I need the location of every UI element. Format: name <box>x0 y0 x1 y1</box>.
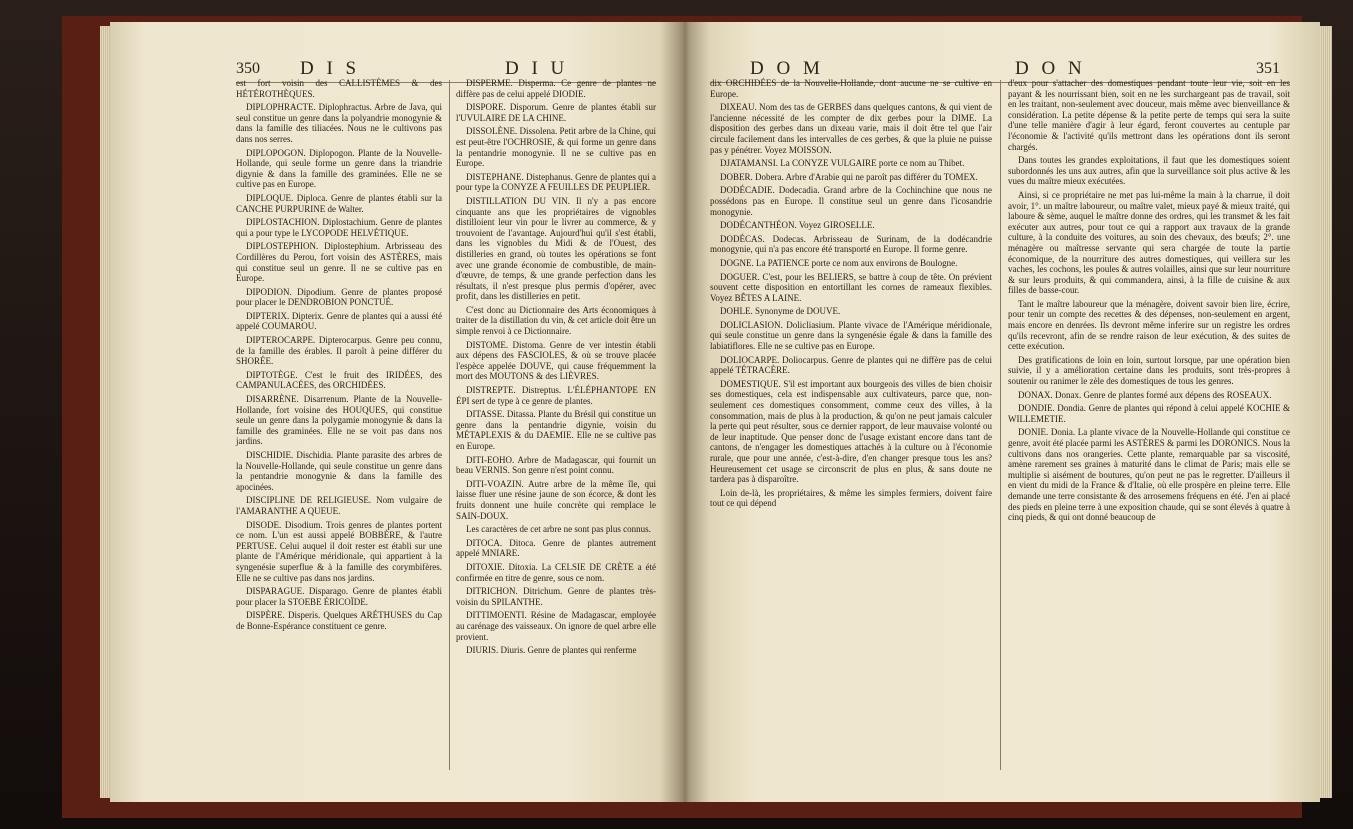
entry: DITASSE. Ditassa. Plante du Brésil qui constitue un genre dans la pentandrie digynie, voisin du MÉTAPLEXIS & du DAEMIE. Elle ne se cultive pas en Europe. <box>456 409 656 451</box>
entry: DIPLOSTACHION. Diplostachium. Genre de plantes qui a pour type le LYCOPODE HELVÉTIQUE. <box>236 217 442 238</box>
entry: DITRICHON. Ditrichum. Genre de plantes très-voisin du SPILANTHE. <box>456 586 656 607</box>
entry: DIURIS. Diuris. Genre de plantes qui renferme <box>466 645 637 656</box>
right-running-head-a: D O M <box>750 58 824 79</box>
entry: DISPORE. Disporum. Genre de plantes établi sur l'UVULAIRE DE LA CHINE. <box>456 102 656 123</box>
entry: DISPARAGUE. Disparago. Genre de plantes établi pour placer la STOEBE ÉRICOÏDE. <box>236 586 442 607</box>
book-gutter <box>660 22 710 802</box>
open-book <box>110 22 1335 810</box>
entry: DISTILLATION DU VIN. Il n'y a pas encore cinquante ans que les propriétaires de vignobles distilloient leur vin pour le livrer au commerce, & y trouvoient de l'avantage. Aujourd'hui qu'il s'est établi, dans les vignobles du Midi & de l'Ouest, des distilleries en grand, où toutes les opérations se font avec une grande économie de combustible, de main-d'œuvre, de temps, & une grande perfection dans les résultats, il n'est presque plus permis d'opérer, avec profit, dans les distilleries en petit. <box>456 195 656 302</box>
left-page-number: 350 <box>236 60 260 77</box>
entry: DISTREPTE. Distreptus. L'ÉLÉPHANTOPE EN ÉPI sert de type à ce genre de plantes. <box>456 385 656 406</box>
entry: Dans toutes les grandes exploitations, il faut que les domestiques soient subordonnés les uns aux autres, afin que la surveillance soit plus active & les vues du maître mieux exécutées. <box>1008 155 1290 187</box>
left-column-1 <box>236 78 442 635</box>
entry: est fort voisin des CALLISTÈMES & des HÉTÉROTHÈQUES. <box>236 78 442 99</box>
entry: DISTOME. Distoma. Genre de ver intestin établi aux dépens des FASCIOLES, & où se trouve placée l'espèce appelée DOUVE, qui cause fréquemment la mort des MOUTONS & des LIÈVRES. <box>456 339 656 382</box>
entry: DODÉCANTHÉON. Voyez GIROSELLE. <box>720 220 875 231</box>
left-column-2 <box>456 78 656 659</box>
entry: DIPLOPHRACTE. Diplophractus. Arbre de Java, qui seul constitue un genre dans la polyandrie monogynie & dans la famille des tiliacées. Nous ne le cultivons pas dans nos serres. <box>236 102 442 144</box>
right-page <box>680 22 1320 802</box>
entry: DODÉCAS. Dodecas. Arbrisseau de Surinam, de la dodécandrie monogynie, qui n'a pas encore été transporté en Europe. Il forme genre. <box>710 233 992 255</box>
entry: d'eux pour s'attacher des domestiques pendant toute leur vie, soit en les payant & les nourrissant bien, soit en ne les surchargeant pas de travail, soit en les traitant, non-seulement avec douceur, mais même avec bienveillance & considération. La petite dépense & la petite perte de temps qui sera la suite d'une telle manière d'agir à leur égard, feront couvertes au centuple par l'économie & l'activité qu'ils mettront dans les opérations dont ils seront chargés. <box>1008 78 1290 152</box>
entry: DISCIPLINE DE RELIGIEUSE. Nom vulgaire de l'AMARANTHE A QUEUE. <box>236 495 442 516</box>
entry: DITI-EOHO. Arbre de Madagascar, qui fournit un beau VERNIS. Son genre n'est point connu. <box>456 454 656 476</box>
entry: DISARRÈNE. Disarrenum. Plante de la Nouvelle-Hollande, fort voisine des HOUQUES, qui constitue seule un genre dans la polygamie monogynie & dans la famille des graminées. Elle ne se voit pas dans nos jardins. <box>236 394 442 447</box>
left-page <box>110 22 680 802</box>
right-running-head-b: D O N <box>1015 58 1086 79</box>
entry: DONAX. Donax. Genre de plantes formé aux dépens des ROSEAUX. <box>1018 389 1272 400</box>
entry: DOBER. Dobera. Arbre d'Arabie qui ne paroît pas différer du TOMEX. <box>720 171 978 182</box>
entry: DOGUER. C'est, pour les BELIERS, se battre à coup de tête. On prévient souvent cette disposition en entortillant les cornes de rameaux flexibles. Voyez BÊTES A LAINE. <box>710 271 992 303</box>
entry: DJATAMANSI. La CONYZE VULGAIRE porte ce nom au Thibet. <box>720 158 965 169</box>
entry: dix ORCHIDÉES de la Nouvelle-Hollande, dont aucune ne se cultive en Europe. <box>710 78 992 99</box>
left-column-rule <box>449 80 450 770</box>
entry: DIPTEROCARPE. Dipterocarpus. Genre peu connu, de la famille des érables. Il paroît à peine différer du SHORÉE. <box>236 335 442 367</box>
right-column-2 <box>1008 78 1290 526</box>
entry: Des gratifications de loin en loin, surtout lorsque, par une opération bien suivie, il y a amélioration certaine dans les produits, sont très-propres à soutenir ou ranimer le zèle des domestiques de tous les genres. <box>1008 354 1290 387</box>
entry: DITI-VOAZIN. Autre arbre de la même île, qui laisse fluer une résine jaune de son écorce, & dont les fruits donnent une huile concrète qui remplace le SAIN-DOUX. <box>456 478 656 521</box>
entry: DOGNE. La PATIENCE porte ce nom aux environs de Boulogne. <box>720 257 958 268</box>
entry: Les caractères de cet arbre ne sont pas plus connus. <box>466 524 651 535</box>
entry: DONDIE. Dondia. Genre de plantes qui répond à celui appelé KOCHIE & WILLEMETIE. <box>1008 403 1290 424</box>
entry: C'est donc au Dictionnaire des Arts économiques à traiter de la distillation du vin, & cet article doit être un simple renvoi à ce Dictionnaire. <box>456 304 656 337</box>
right-page-number: 351 <box>1256 60 1280 77</box>
entry: DISSOLÈNE. Dissolena. Petit arbre de la Chine, qui est peut-être l'OCHROSIE, & qui forme un genre dans la pentandrie monogynie. Il ne se cultive pas en Europe. <box>456 126 656 169</box>
entry: Tant le maître laboureur que la ménagère, doivent savoir bien lire, écrire, pour tenir un compte des recettes & des dépenses, non-seulement en argent, mais encore en denrées. Ils devront même inferire sur un registre les ordres qu'ils recevront, afin de se rendre raison de leur exécution, & des suites de cette exécution. <box>1008 298 1290 352</box>
entry: Loin de-là, les propriétaires, & même les simples fermiers, doivent faire tout ce qui dépend <box>710 487 992 509</box>
entry: DITOCA. Ditoca. Genre de plantes autrement appelé MNIARE. <box>456 537 656 559</box>
entry: DIPLOPOGON. Diplopogon. Plante de la Nouvelle-Hollande, qui seule forme un genre dans la triandrie digynie & dans la famille des graminées. Elle ne se cultive pas en Europe. <box>236 147 442 190</box>
entry: DODÉCADIE. Dodecadia. Grand arbre de la Cochinchine que nous ne possédons pas en Europe. Il constitue seul un genre dans l'icosandrie monogynie. <box>710 185 992 217</box>
left-running-head-a: D I S <box>300 58 361 79</box>
left-running-head-b: D I U <box>505 58 569 79</box>
entry: DIXEAU. Nom des tas de GERBES dans quelques cantons, & qui vient de l'ancienne nécessité de les compter de dix gerbes pour la DIME. La disposition des gerbes dans un dixeau varie, mais il doit être tel que l'air circule facilement dans les intervalles de ces gerbes, & que la pluie ne puisse pas y pénétrer. Voyez MOISSON. <box>710 102 992 155</box>
entry: DIPTERIX. Dipterix. Genre de plantes qui a aussi été appelé COUMAROU. <box>236 310 442 332</box>
entry: DISPERME. Disperma. Ce genre de plantes ne diffère pas de celui appelé DIODIE. <box>456 78 656 99</box>
entry: DIPTOTÈGE. C'est le fruit des IRIDÉES, des CAMPANULACÉES, des ORCHIDÉES. <box>236 369 442 391</box>
entry: DISODE. Disodium. Trois genres de plantes portent ce nom. L'un est aussi appelé BOBBÈRE, & l'autre PERTUSE. Celui auquel il doit rester est établi sur une plante de l'Amérique méridionale, qui appartient à la syngenésie superflue & à la famille des corymbifères. Elle ne se cultive pas dans nos jardins. <box>236 519 442 583</box>
entry: DOLIOCARPE. Doliocarpus. Genre de plantes qui ne diffère pas de celui appelé TÉTRACÈRE. <box>710 354 992 376</box>
entry: DISTEPHANE. Distephanus. Genre de plantes qui a pour type la CONYZE A FEUILLES DE PEUPLIER. <box>456 171 656 193</box>
entry: DONIE. Donia. La plante vivace de la Nouvelle-Hollande qui constitue ce genre, avoit été placée parmi les ASTÈRES & parmi les DORONICS. Nous la cultivons dans nos orangeries. Cette plante, remarquable par sa viscosité, amène rarement ses graines à maturité dans le climat de Paris; mais elle se multiplie si aisément de boutures, qu'on peut ne pas le regretter. D'ailleurs il en vient du midi de la France & d'Italie, où elle prospère en pleine terre. Elle demande une terre consistante & des arrosemens fréquens en été. J'en ai placé des pieds en pleine terre à une exposition chaude, qui se sont élevés à quatre à cinq pieds, & qui ont donné beaucoup de <box>1008 427 1290 523</box>
entry: Ainsi, si ce propriétaire ne met pas lui-même la main à la charrue, il doit avoir, 1°. un maître laboureur, ou maître valet, mieux payé & mieux traité, qui laboure & sème, auquel le maître donne des ordres, qui les transmet & les fait exécuter aux autres, pour tout ce qui a rapport aux travaux de la grande culture, à la conduite des voitures, au soin des chevaux, des bœufs; 2°. une ménagère ou maîtresse servante qui sera chargée de toute la partie économique, de la nourriture des autres domestiques, qui veillera sur les vaches, les cochons, les poules & autres volailles, ainsi que sur leur nourriture & sur leurs produits, & qui commandera, ainsi, à la fille de cuisine & aux filles de basse-cour. <box>1008 189 1290 296</box>
entry: DOMESTIQUE. S'il est important aux bourgeois des villes de bien choisir ses domestiques, cela est indispensable aux cultivateurs, parce que, non-seulement ces domestiques consomment, comme ceux des villes, à la consommation, mais de plus à la production, & qu'on ne peut jamais calculer la perte qui peut résulter, sous ce dernier rapport, de leur mauvaise volonté ou de leur inaptitude. Que penser donc de l'usage existant encore dans tant de cantons, de n'engager les domestiques attachés à la culture ou à l'économie rurale, que pour une année, c'est-à-dire, d'en changer presque tous les ans? Heureusement cet usage se circonscrit de plus en plus, & sans doute ne tardera pas à disparoître. <box>710 378 992 485</box>
entry: DITTIMOENTI. Résine de Madagascar, employée au carénage des vaisseaux. On ignore de quel arbre elle provient. <box>456 610 656 642</box>
entry: DISPÈRE. Disperis. Quelques ARÉTHUSES du Cap de Bonne-Espérance constituent ce genre. <box>236 610 442 631</box>
entry: DITOXIE. Ditoxia. La CELSIE DE CRÈTE a été confirmée en titre de genre, sous ce nom. <box>456 561 656 583</box>
entry: DOLICLASION. Dolicliasium. Plante vivace de l'Amérique méridionale, qui seule constitue un genre dans la syngenésie égale & dans la famille des labiatiflores. Elle ne se cultive pas en Europe. <box>710 319 992 352</box>
entry: DIPODION. Dipodium. Genre de plantes proposé pour placer le DENDROBION PONCTUÉ. <box>236 286 442 308</box>
entry: DIPLOSTEPHION. Diplostephium. Arbrisseau des Cordillères du Perou, fort voisin des ASTÈRES, mais qui constitue seul un genre. Il ne se cultive pas en Europe. <box>236 241 442 284</box>
entry: DOHLE. Synonyme de DOUVE. <box>720 306 841 317</box>
right-column-1 <box>710 78 992 512</box>
entry: DIPLOQUE. Diploca. Genre de plantes établi sur la CANCHE PURPURINE de Walter. <box>236 192 442 214</box>
right-column-rule <box>1000 80 1001 770</box>
entry: DISCHIDIE. Dischidia. Plante parasite des arbres de la Nouvelle-Hollande, qui seule constitue un genre dans la pentandrie monogynie & dans la famille des apocinées. <box>236 450 442 492</box>
